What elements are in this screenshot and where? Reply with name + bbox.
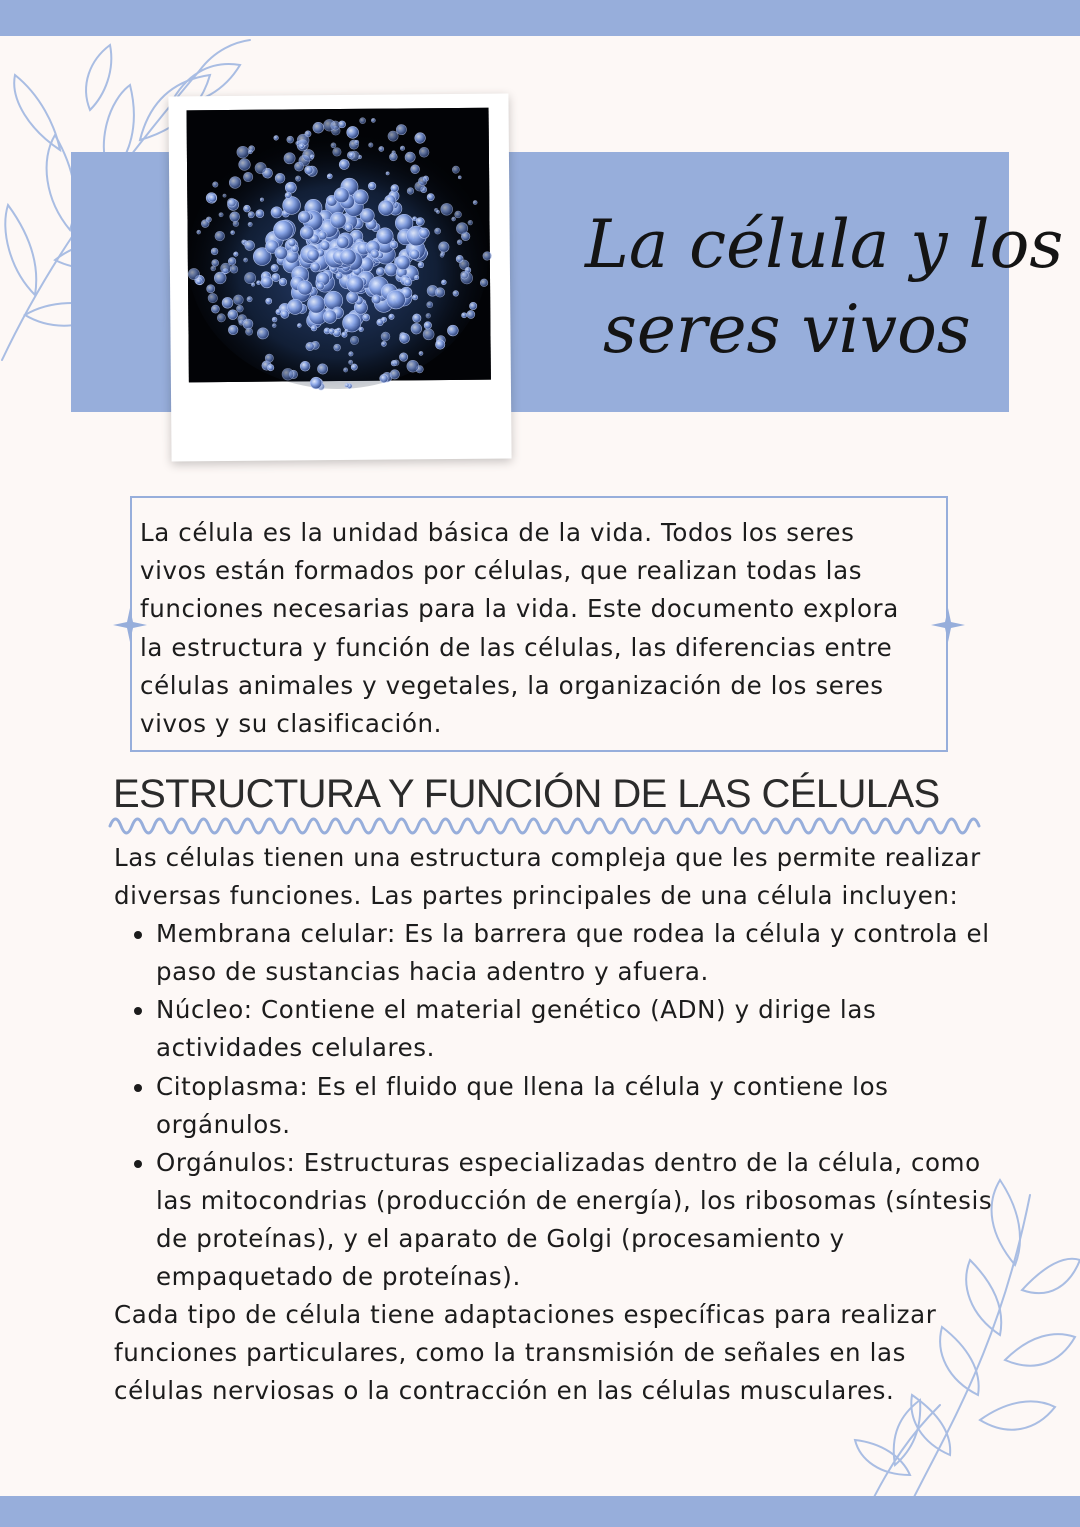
section-heading: ESTRUCTURA Y FUNCIÓN DE LAS CÉLULAS bbox=[113, 772, 940, 816]
title-lettering bbox=[505, 152, 1064, 412]
intro-text-box bbox=[130, 496, 948, 752]
polaroid-photo-frame bbox=[168, 94, 511, 462]
cell-cluster-icon bbox=[187, 108, 491, 383]
list-item: • Citoplasma: Es el fluido que llena la célula y contiene los orgánulos. bbox=[156, 1068, 994, 1144]
wavy-underline bbox=[108, 814, 986, 838]
intro-paragraph: La célula es la unidad básica de la vida. Todos los seres vivos están formados por células, que realizan todas las funciones necesarias para la vida. Este documento explora la estructura y función de las células, las diferencias entre células animales y vegetales, la organización de los seres vivos y su clasificación. bbox=[140, 518, 899, 739]
list-item: • Núcleo: Contiene el material genético (ADN) y dirige las actividades celulares. bbox=[156, 991, 994, 1067]
cell-micrograph-image bbox=[187, 108, 491, 383]
section-intro: Las células tienen una estructura compleja que les permite realizar diversas funciones. Las partes principales de una célula incluyen: bbox=[114, 843, 981, 911]
title-line-1: La célula y los bbox=[585, 206, 1064, 283]
section-closing: Cada tipo de célula tiene adaptaciones específicas para realizar funciones particulares, como la transmisión de señales en las células nerviosas o la contracción en las células musculares. bbox=[114, 1300, 937, 1406]
title-line-2: seres vivos bbox=[603, 291, 971, 368]
title-band-left bbox=[71, 152, 181, 412]
sparkle-icon bbox=[113, 608, 147, 642]
list-item: • Membrana celular: Es la barrera que rodea la célula y controla el paso de sustancias hacia adentro y afuera. bbox=[156, 915, 994, 991]
list-item: • Orgánulos: Estructuras especializadas dentro de la célula, como las mitocondrias (producción de energía), los ribosomas (síntesis de proteínas), y el aparato de Golgi (procesamiento y empaquetado de proteínas). bbox=[156, 1144, 994, 1296]
sparkle-icon bbox=[931, 608, 965, 642]
leaf-branch-decoration-bottom bbox=[850, 1175, 1080, 1505]
bottom-accent-bar bbox=[0, 1496, 1080, 1527]
title-banner bbox=[505, 152, 1064, 412]
